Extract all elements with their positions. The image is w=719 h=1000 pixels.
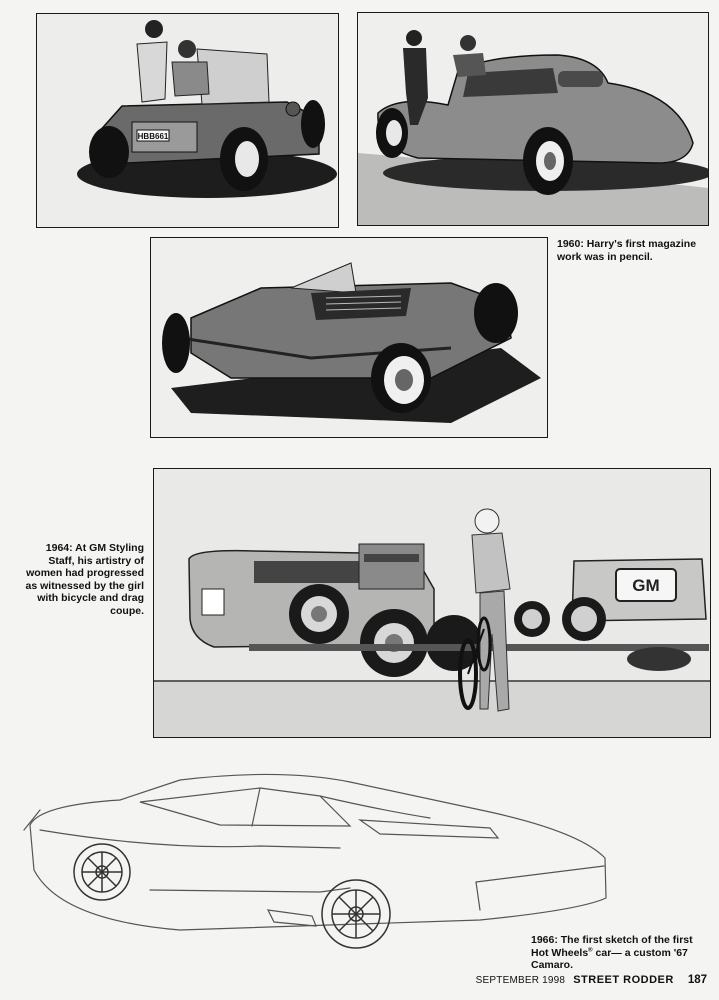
caption-1966 bbox=[531, 934, 711, 972]
issue-date: SEPTEMBER 1998 bbox=[475, 975, 566, 986]
gm-logo: GM bbox=[632, 576, 660, 595]
custom-roadster-illustration bbox=[151, 238, 547, 437]
caption-1960: 1960: Harry's first magazine work was in pencil. bbox=[557, 238, 697, 263]
five-window-coupe-drawing bbox=[357, 12, 709, 226]
registered-mark: ® bbox=[588, 947, 593, 953]
coupe-illustration bbox=[358, 13, 708, 225]
license-plate: HBB661 bbox=[137, 132, 169, 141]
camaro-pencil-sketch bbox=[20, 770, 620, 975]
page-number: 187 bbox=[687, 974, 707, 986]
magazine-name: STREET RODDER bbox=[573, 974, 674, 986]
gm-styling-drawing bbox=[153, 468, 711, 738]
hot-rod-roadster-drawing bbox=[36, 13, 339, 228]
page-footer bbox=[476, 974, 707, 986]
gm-styling-illustration bbox=[154, 469, 710, 737]
roadster-illustration bbox=[37, 14, 338, 227]
caption-1966-text: 1966: The first sketch of the first Hot Wheels bbox=[531, 934, 693, 959]
custom-roadster-drawing bbox=[150, 237, 548, 438]
caption-1964: 1964: At GM Styling Staff, his artistry of women had progressed as witnessed by the girl with bicycle and drag coupe. bbox=[25, 542, 144, 617]
caption-1966-text-end: car— a custom '67 Camaro. bbox=[531, 946, 688, 971]
